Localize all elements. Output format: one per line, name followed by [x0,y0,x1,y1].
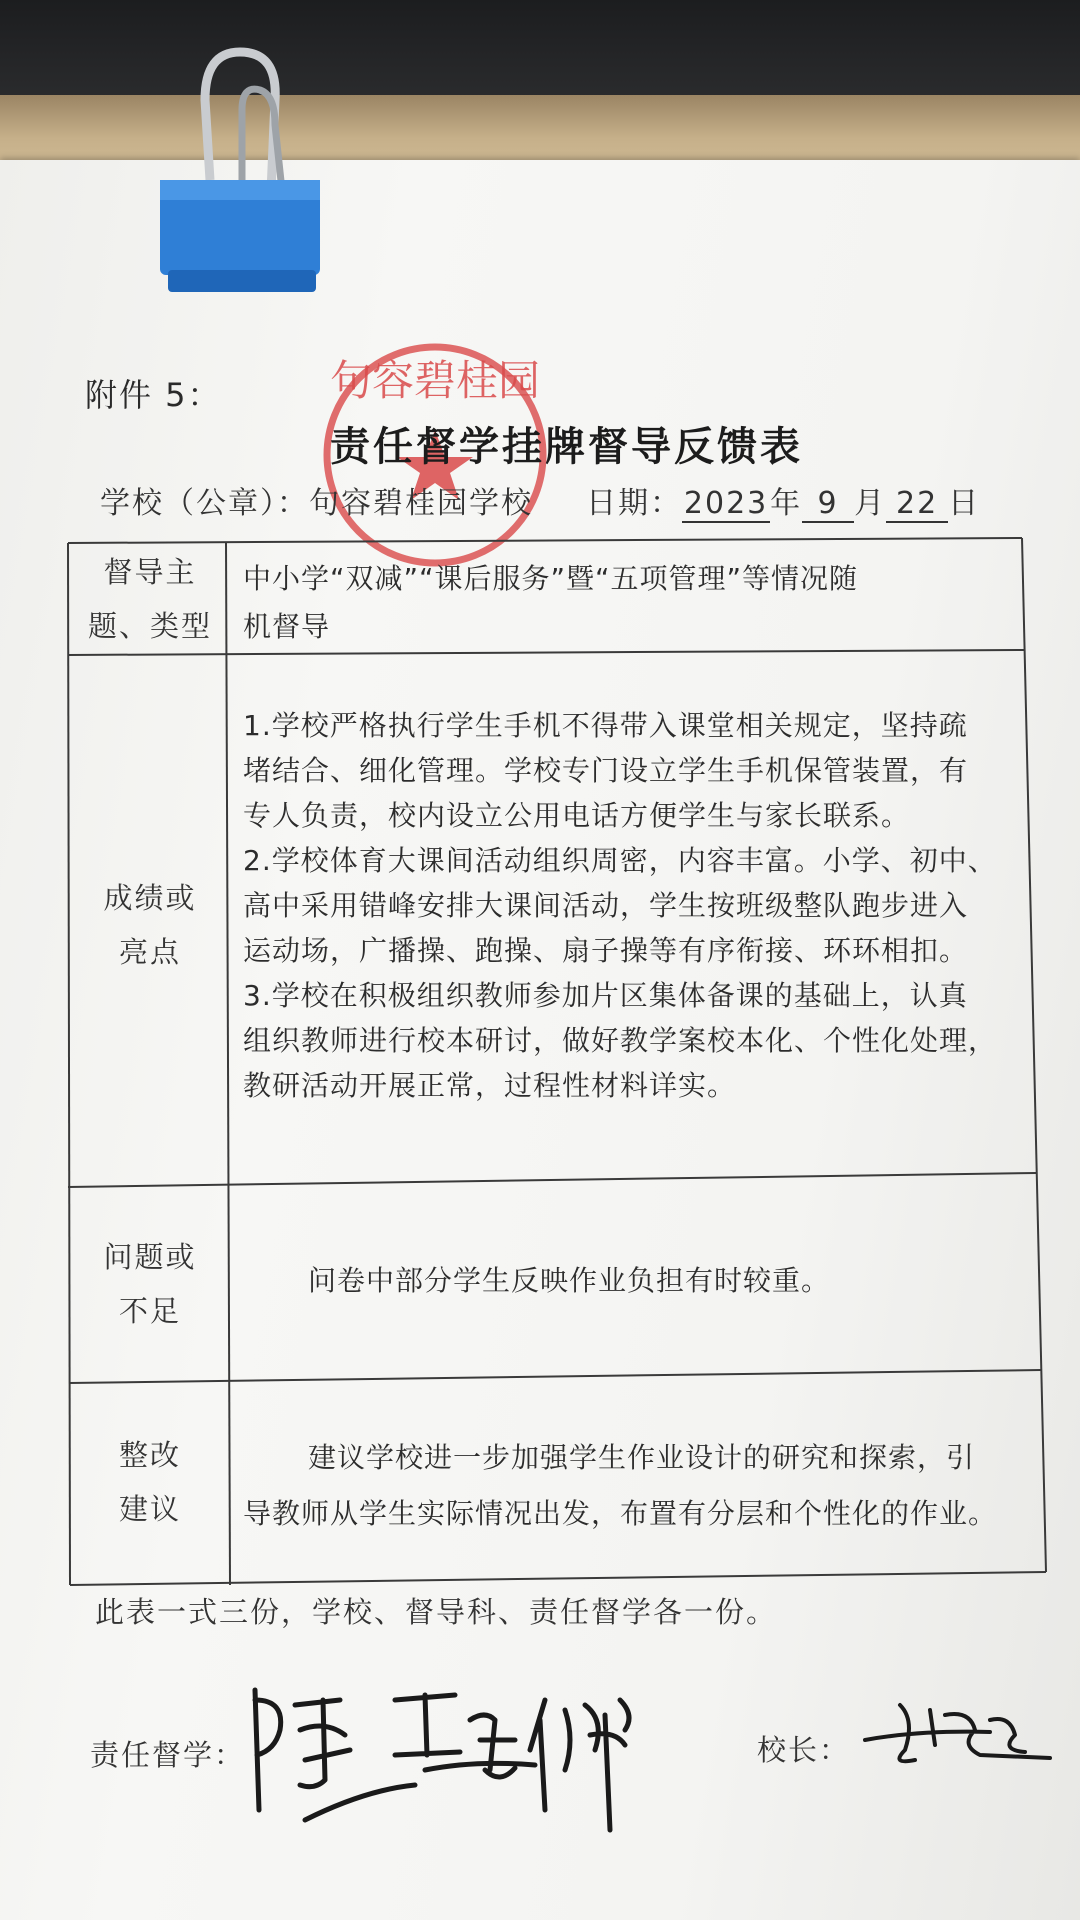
row-content-topic: 中小学“双减”“课后服务”暨“五项管理”等情况随 机督导 [243,562,859,643]
school-label: 学校（公章）： [100,486,309,521]
school-name: 句容碧桂园学校 [309,486,533,521]
supervisor-signatures [245,1660,765,1850]
supervisor-label: 责任督学： [90,1738,246,1772]
row-content-highlights: 1.学校严格执行学生手机不得带入课堂相关规定，坚持疏 堵结合、细化管理。学校专门设立学生手机保管装置，有 专人负责，校内设立公用电话方便学生与家长联系。 2.学校体育大课间活动组织周密，内容丰富。小学、初中、 高中采用错峰安排大课间活动，学生按班级整队跑步进入 运动场，广播操、跑操、扇子操等有序衔接、环环相扣。 3.学校在积极组织教师参加片区集体备课的基础上，认真 组织教师进行校本研讨，做好教学案校本化、个性化处理， 教研活动开展正常，过程性材料详实。 [243,709,998,1102]
page-title: 责任督学挂牌督导反馈表 [330,424,803,470]
date-year: 2023 [683,486,769,521]
row-label-suggestions: 整改 建议 [118,1438,181,1526]
attachment-label: 附件 5： [85,376,222,414]
principal-label: 校长： [757,1733,851,1767]
binder-clip-icon [150,30,390,330]
row-content-suggestions: 建议学校进一步加强学生作业设计的研究和探索，引 导教师从学生实际情况出发，布置有分层和个性化的作业。 [243,1441,998,1530]
row-content-problems: 问卷中部分学生反映作业负担有时较重。 [308,1264,831,1297]
date-label: 日期： [586,486,683,521]
school-date-line [100,478,980,523]
row-label-problems: 问题或 不足 [103,1240,197,1328]
day-unit: 日 [948,486,981,521]
date-day: 22 [886,486,948,523]
year-unit: 年 [770,486,803,521]
copies-note: 此表一式三份，学校、督导科、责任督学各一份。 [95,1595,778,1629]
row-label-topic: 督导主 题、类型 [87,555,212,643]
principal-signature [860,1690,1060,1780]
seal-text: 句容碧桂园 [329,356,541,405]
month-unit: 月 [854,486,887,521]
row-label-highlights: 成绩或 亮点 [103,881,197,969]
date-month: 9 [802,486,854,523]
